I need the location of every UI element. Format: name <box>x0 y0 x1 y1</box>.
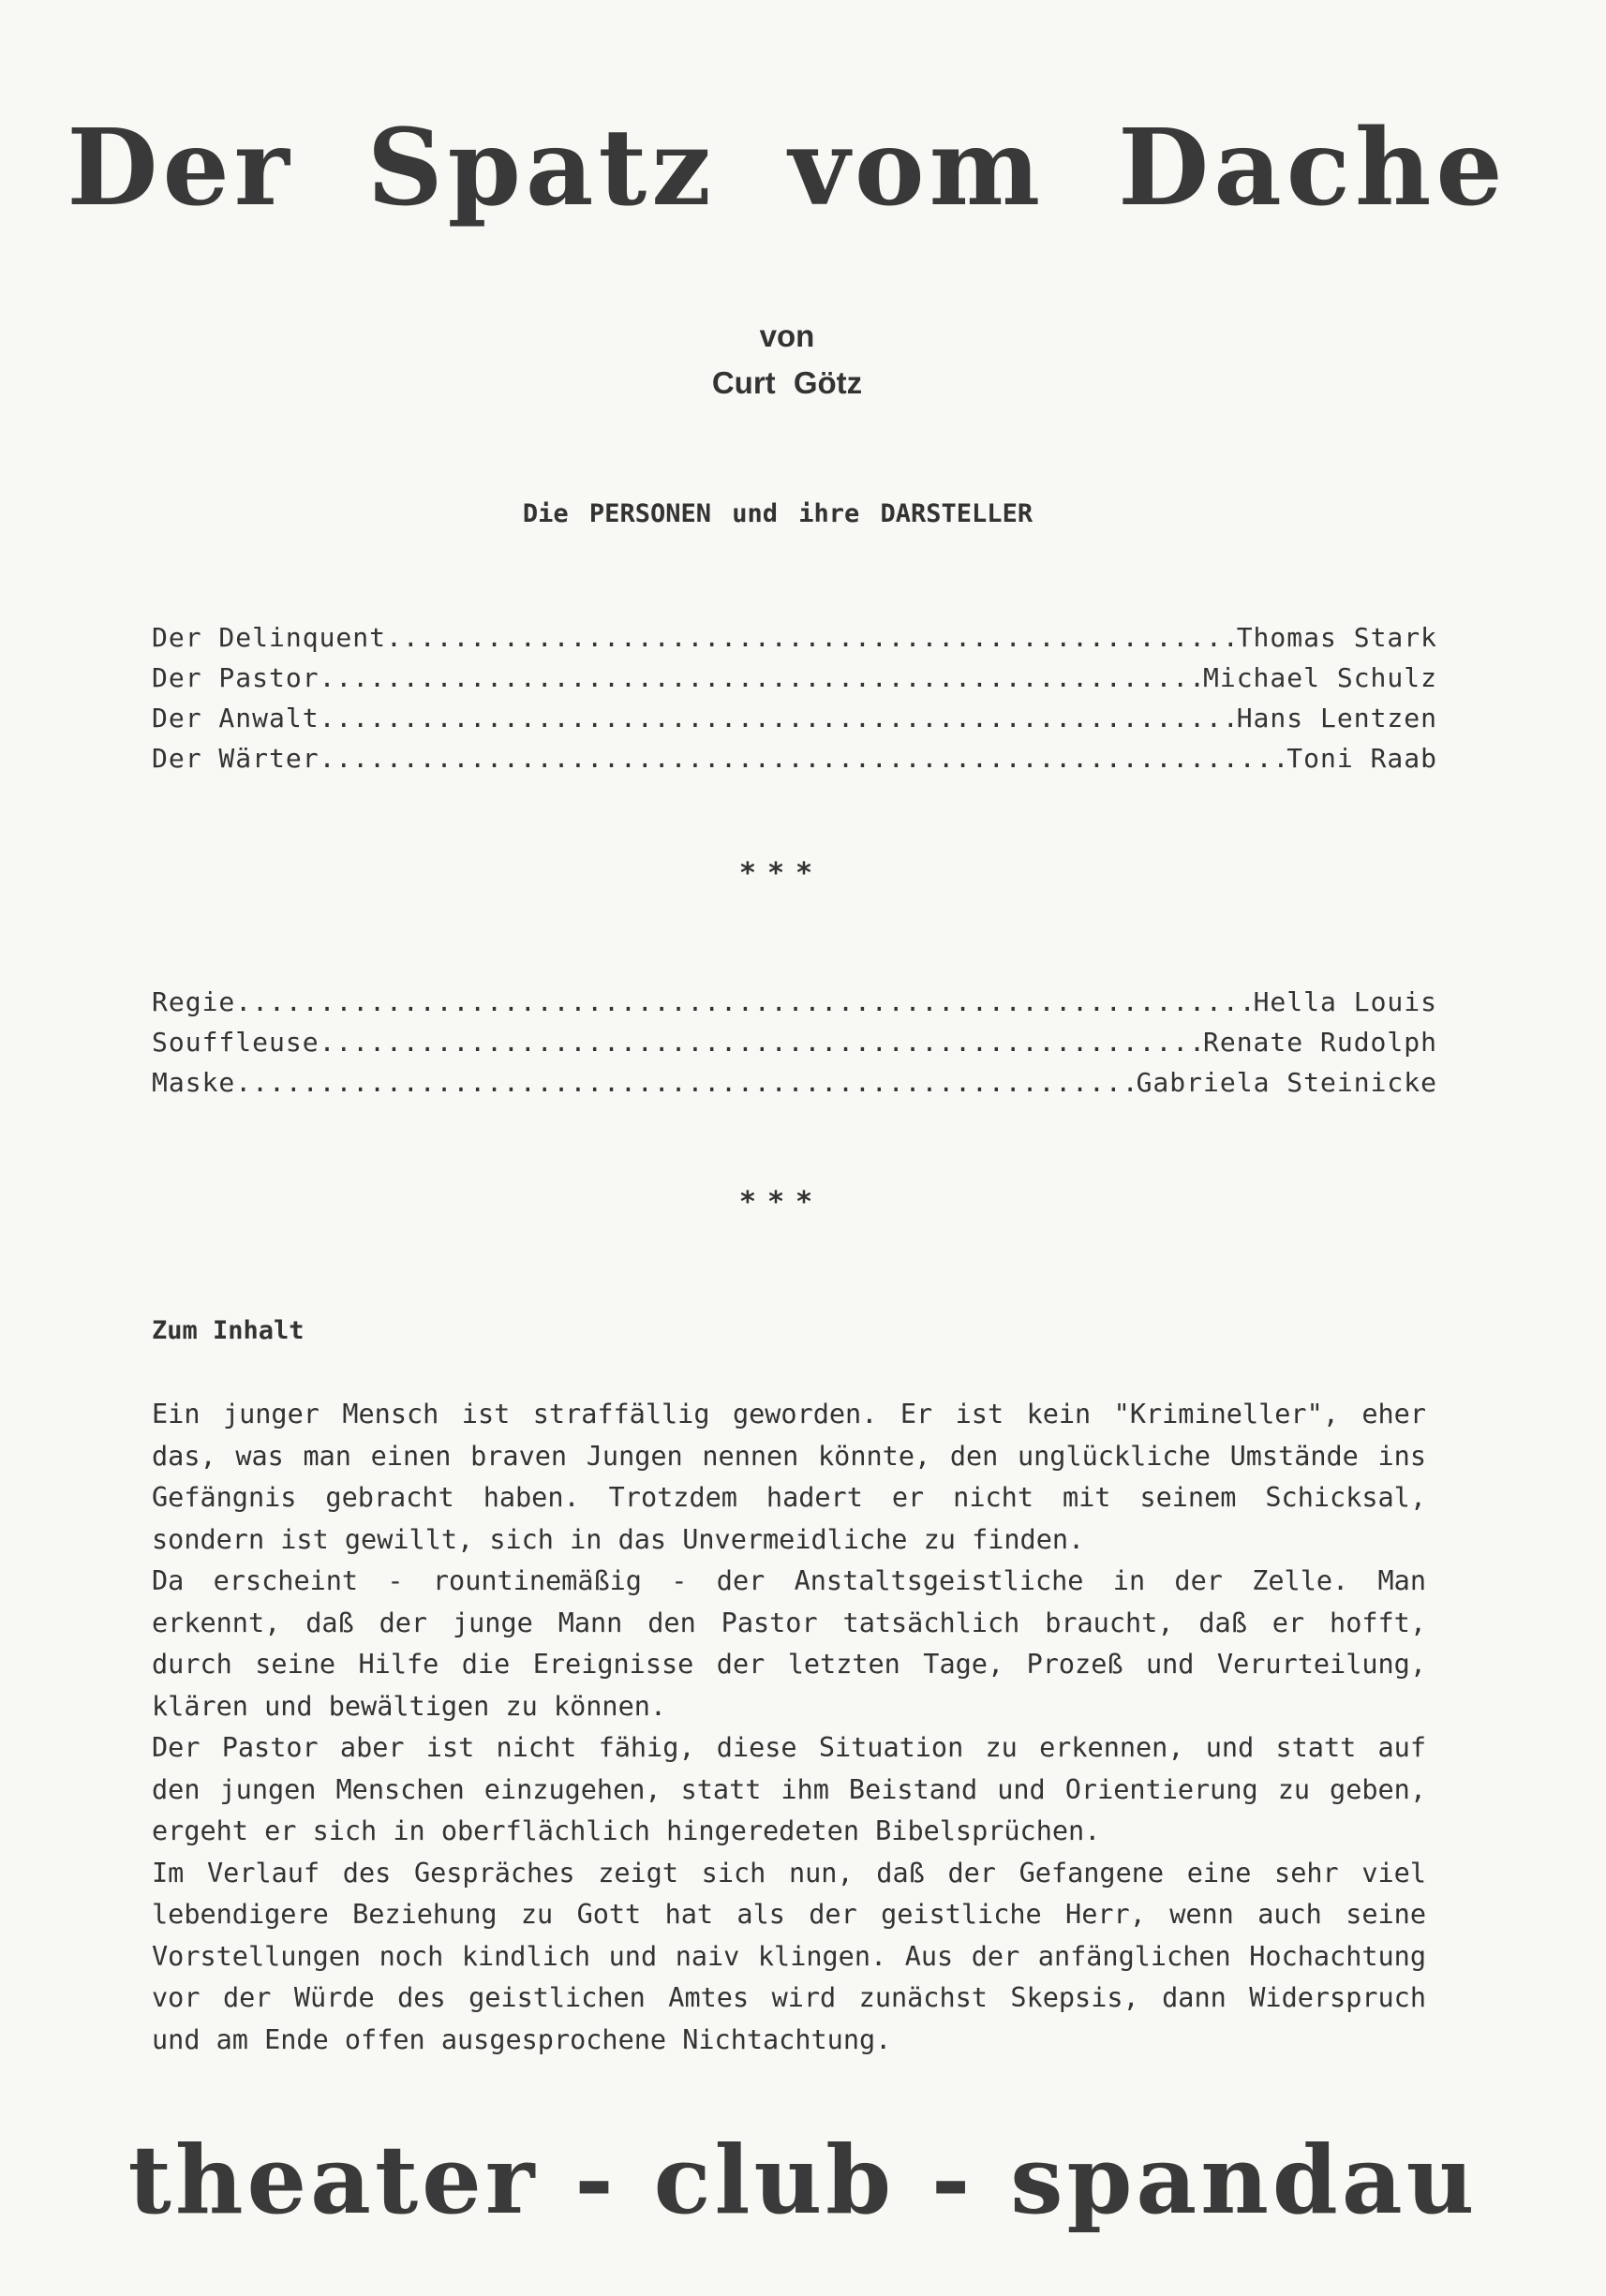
role-name: Maske <box>152 1067 236 1098</box>
synopsis-line: lebendigere Beziehung zu Gott hat als der geistliche Herr, wenn auch seine <box>152 1899 1426 1930</box>
crew-member-name: Hella Louis <box>1253 986 1437 1017</box>
role-name: Souffleuse <box>152 1027 320 1058</box>
synopsis-line: klären und bewältigen zu können. <box>152 1690 667 1722</box>
crew-row <box>152 982 1437 1022</box>
role-name: Der Delinquent <box>152 622 387 653</box>
role-name: Der Pastor <box>152 662 320 693</box>
actor-name: Toni Raab <box>1286 743 1437 774</box>
synopsis-line: Da erscheint - rountinemäßig - der Anstaltsgeistliche in der Zelle. Man <box>152 1565 1426 1596</box>
actor-name: Michael Schulz <box>1202 662 1437 693</box>
synopsis-line: Gefängnis gebracht haben. Trotzdem hadert er nicht mit seinem Schicksal, <box>152 1482 1426 1513</box>
synopsis-heading: Zum Inhalt <box>152 1316 305 1345</box>
synopsis-line: Im Verlauf des Gespräches zeigt sich nun, daß der Gefangene eine sehr viel <box>152 1857 1426 1889</box>
crew-member-name: Renate Rudolph <box>1202 1027 1437 1058</box>
synopsis-line: und am Ende offen ausgesprochene Nichtachtung. <box>152 2023 892 2055</box>
synopsis-line: Vorstellungen noch kindlich und naiv klingen. Aus der anfänglichen Hochachtung <box>152 1940 1426 1972</box>
section-separator: *** <box>738 1186 825 1219</box>
dot-leader <box>320 1022 1203 1062</box>
synopsis-line: Der Pastor aber ist nicht fähig, diese Situation zu erkennen, und statt auf <box>152 1732 1426 1763</box>
synopsis-line: vor der Würde des geistlichen Amtes wird zunächst Skepsis, dann Widerspruch <box>152 1982 1426 2013</box>
actor-name: Thomas Stark <box>1236 622 1437 653</box>
synopsis-line: Ein junger Mensch ist straffällig geworden. Er ist kein "Krimineller", eher <box>152 1399 1426 1429</box>
cast-row <box>152 617 1437 658</box>
dot-leader <box>386 617 1237 658</box>
dot-leader <box>235 982 1253 1022</box>
dot-leader <box>320 698 1237 738</box>
synopsis-line: sondern ist gewillt, sich in das Unvermeidliche zu finden. <box>152 1523 1085 1555</box>
role-name: Regie <box>152 986 236 1017</box>
role-name: Der Anwalt <box>152 703 320 733</box>
crew-member-name: Gabriela Steinicke <box>1136 1067 1437 1098</box>
section-separator: *** <box>738 857 825 890</box>
theater-club-logo-text: theater - club - spandau <box>127 2125 1479 2235</box>
synopsis-text <box>152 1394 1426 2061</box>
synopsis-line: ergeht er sich in oberflächlich hingeredeten Bibelsprüchen. <box>152 1815 1101 1846</box>
synopsis-line: das, was man einen braven Jungen nennen könnte, den unglückliche Umstände ins <box>152 1440 1426 1472</box>
cast-row <box>152 658 1437 698</box>
role-name: Der Wärter <box>152 743 320 774</box>
author-preposition: von <box>759 318 815 353</box>
synopsis-line: erkennt, daß der junge Mann den Pastor tatsächlich braucht, daß er hofft, <box>152 1607 1426 1638</box>
play-title: Der Spatz vom Dache <box>67 107 1508 230</box>
cast-list <box>152 617 1437 778</box>
cast-row <box>152 698 1437 738</box>
crew-list <box>152 982 1437 1103</box>
author-name: Curt Götz <box>711 365 863 400</box>
dot-leader <box>320 658 1203 698</box>
dot-leader <box>235 1062 1136 1103</box>
cast-row <box>152 738 1437 778</box>
cast-heading: Die PERSONEN und ihre DARSTELLER <box>522 499 1033 528</box>
crew-row <box>152 1022 1437 1062</box>
crew-row <box>152 1062 1437 1103</box>
synopsis-line: durch seine Hilfe die Ereignisse der letzten Tage, Prozeß und Verurteilung, <box>152 1649 1426 1680</box>
synopsis-line: den jungen Menschen einzugehen, statt ihm Beistand und Orientierung zu geben, <box>152 1773 1426 1805</box>
dot-leader <box>320 738 1287 778</box>
actor-name: Hans Lentzen <box>1236 703 1437 733</box>
